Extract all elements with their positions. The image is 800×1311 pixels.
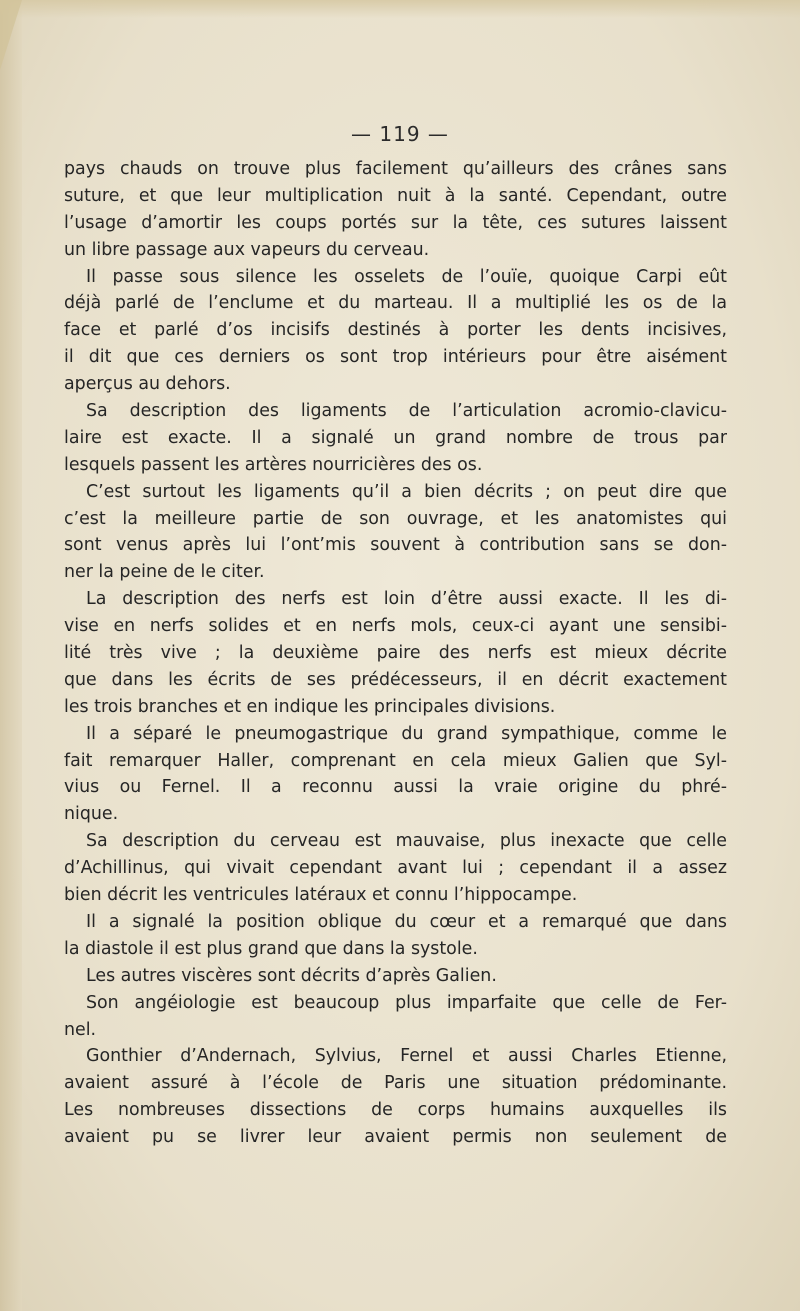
text-line: la diastole il est plus grand que dans la systole. [64, 938, 478, 959]
text-line: vise en nerfs solides et en nerfs mols, ceux-ci ayant une sensibi- [64, 616, 727, 637]
page-edge-shadow [0, 0, 22, 1311]
text-line: Il passe sous silence les osselets de l’ouïe, quoique Carpi eût [86, 266, 727, 287]
text-line: déjà parlé de l’enclume et du marteau. Il a multiplié les os de la [64, 293, 727, 314]
text-line: d’Achillinus, qui vivait cependant avant lui ; cependant il a assez [64, 858, 727, 879]
text-line: les trois branches et en indique les principales divisions. [64, 696, 556, 717]
text-line: c’est la meilleure partie de son ouvrage, et les anatomistes qui [64, 508, 727, 529]
text-line: Son angéiologie est beaucoup plus imparfaite que celle de Fer- [86, 992, 727, 1013]
text-line: La description des nerfs est loin d’être aussi exacte. Il les di- [86, 589, 727, 610]
text-line: fait remarquer Haller, comprenant en cela mieux Galien que Syl- [64, 750, 727, 771]
text-line: Il a signalé la position oblique du cœur et a remarqué que dans [86, 911, 727, 932]
text-line: avaient pu se livrer leur avaient permis non seulement de [64, 1127, 727, 1148]
text-line: Il a séparé le pneumogastrique du grand sympathique, comme le [86, 723, 727, 744]
text-line: Gonthier d’Andernach, Sylvius, Fernel et aussi Charles Etienne, [86, 1046, 727, 1067]
text-line: avaient assuré à l’école de Paris une situation prédominante. [64, 1073, 727, 1094]
text-line: nique. [64, 804, 119, 825]
text-line: nel. [64, 1019, 97, 1040]
page-number: — 119 — [351, 122, 449, 146]
text-line: aperçus au dehors. [64, 374, 231, 395]
text-line: ner la peine de le citer. [64, 562, 265, 583]
text-line: il dit que ces derniers os sont trop intérieurs pour être aisément [64, 347, 727, 368]
text-line: Les autres viscères sont décrits d’après Galien. [86, 965, 497, 986]
text-line: face et parlé d’os incisifs destinés à porter les dents incisives, [64, 320, 727, 341]
text-line: bien décrit les ventricules latéraux et connu l’hippocampe. [64, 885, 578, 906]
text-line: que dans les écrits de ses prédécesseurs, il en décrit exactement [64, 669, 727, 690]
page-top-shadow [0, 0, 800, 18]
text-line: sont venus après lui l’ont’mis souvent à contribution sans se don- [64, 535, 727, 556]
text-line: lesquels passent les artères nourricières des os. [64, 454, 483, 475]
text-line: C’est surtout les ligaments qu’il a bien décrits ; on peut dire que [86, 481, 727, 502]
body-text [64, 156, 727, 1151]
text-line: Sa description des ligaments de l’articulation acromio-clavicu- [86, 401, 727, 422]
text-line: pays chauds on trouve plus facilement qu’ailleurs des crânes sans [64, 159, 727, 179]
text-line: vius ou Fernel. Il a reconnu aussi la vraie origine du phré- [64, 777, 727, 798]
text-line: Les nombreuses dissections de corps humains auxquelles ils [64, 1100, 727, 1121]
torn-corner [0, 0, 22, 70]
text-line: Sa description du cerveau est mauvaise, plus inexacte que celle [86, 831, 727, 852]
text-line: lité très vive ; la deuxième paire des nerfs est mieux décrite [64, 643, 727, 664]
text-line: suture, et que leur multiplication nuit à la santé. Cependant, outre [64, 185, 727, 206]
text-line: un libre passage aux vapeurs du cerveau. [64, 239, 430, 260]
text-line: laire est exacte. Il a signalé un grand nombre de trous par [64, 427, 727, 448]
text-line: l’usage d’amortir les coups portés sur la tête, ces sutures laissent [64, 212, 727, 233]
